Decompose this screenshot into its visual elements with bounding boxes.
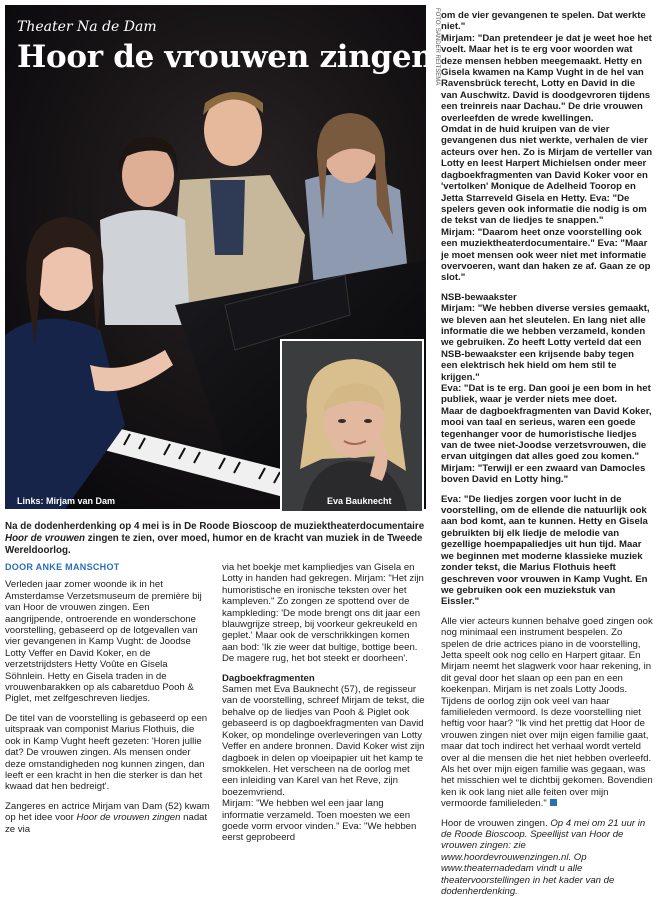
intro-text-before: Na de dodenherdenking op 4 mei is in De Roode Bioscoop de muziektheaterdocumentaire xyxy=(5,521,425,532)
headline: Hoor de vrouwen zingen xyxy=(17,39,434,75)
paragraph: om de vier gevangenen te spelen. Dat werkte niet." xyxy=(441,10,646,33)
photo-caption-inset: Eva Bauknecht xyxy=(327,496,392,506)
inset-photo xyxy=(280,339,424,513)
paragraph: Samen met Eva Bauknecht (57), de regisseur van de voorstelling, schreef Mirjam de tekst, die behalve op de liedjes van Pooh & Piglet ook gebaseerd is op dagboekfragmenten van David Koker, op mondelinge overleveringen van Lotty Veffer en andere bronnen. David Koker wist zijn dagboek in delen op vloeipapier uit het kamp te smokkelen. Het verscheen na de oorlog met een inleiding van Karel van het Reve, zijn boezemvriend. xyxy=(222,684,425,798)
end-mark-icon xyxy=(550,799,557,806)
intro xyxy=(5,521,425,556)
paragraph: De titel van de voorstelling is gebaseerd op een uitspraak van componist Marius Flothuis, die ook in Kamp Vught heeft gezeten: 'Horen jullie dat? De vrouwen zingen. Als mensen onder deze omstandigheden nog kunnen zingen, dan leeft er een kracht in hen die sterker is dan het kwaad dat hen bedreigt'. xyxy=(5,712,208,793)
paragraph: Mirjam: "We hebben wel een jaar lang informatie verzameld. Toen moesten we een goede vorm ervoor vinden." Eva: "We hebben eerst geprobeerd xyxy=(222,798,417,844)
paragraph: Mirjam: "We hebben diverse versies gemaakt, we bleven aan het sleutelen. En lang niet alle informatie die we hebben verzameld, konden we gebruiken. Zo heeft Lotty verteld dat een NSB-bewaakster een krijsende baby tegen een elektrisch hek hield om hem stil te krijgen." xyxy=(441,303,650,383)
subheading-dagboek: Dagboekfragmenten xyxy=(222,672,315,684)
paragraph-text: Alle vier acteurs kunnen behalve goed zingen ook nog minimaal een instrument bespelen. Zo spelen de drie actrices piano in de voorstelling, Jetta speelt ook nog cello en Harpert gitaar. En Mirjam neemt het slagwerk voor haar rekening, in dit geval door het slaan op een pan en een koekenpan. Mirjam is net zoals Lotty Joods. Tijdens de oorlog zijn ook veel van haar familieleden vermoord. Is deze voorstelling niet heftig voor haar? "Ik vind het prettig dat Hoor de vrouwen zingen niet over mijn eigen familie gaat, maar dat toch indirect het verhaal wordt verteld over al die mensen die het niet hebben overleefd. Als het over mijn eigen familie was gegaan, was het misschien wel te dichtbij gekomen. Bovendien ken ik ook lang niet alle feiten over mijn vermoorde familieleden." xyxy=(441,615,653,810)
info-box xyxy=(441,818,653,898)
inset-portrait-illustration xyxy=(282,341,422,511)
paragraph: Mirjam: "Daarom heet onze voorstelling ook een muziektheaterdocumentaire." Eva: "Maar je moet mensen ook weer niet met informatie overvoeren, want dan haken ze af. Gaan ze op slot." xyxy=(441,226,651,284)
paragraph: Verleden jaar zomer woonde ik in het Amsterdamse Verzetsmuseum de première bij van Hoor de vrouwen zingen. Een aangrijpende, ontroerende en wonderschone voorstelling, gebaseerd op de lotgevallen van vier gevangenen in Kamp Vught: de Joodse Lotty Veffer en David Koker, en de verzetstrijdsters Hetty Voûte en Gisela Söhnlein. Hetty en Gisela traden in de vrouwenbarakken op als cabaretduo Pooh & Piglet, met zelfgeschreven liedjes. xyxy=(5,579,202,705)
paragraph-text: Zangeres en actrice Mirjam van Dam (52) kwam op het idee voor xyxy=(5,800,210,824)
paragraph: Mirjam: "Dan pretendeer je dat je weet hoe het voelt. Maar het is te erg voor woorden wat deze mensen hebben meegemaakt. Hetty en Gisela kwamen na Kamp Vught in de hel van Ravensbrück terecht, Lotty en David in die van Auschwitz. David is doodgevroren tijdens een treinreis naar Dachau." De drie vrouwen overleefden de wrede kwellingen. xyxy=(441,32,652,124)
paragraph: Maar de dagboekfragmenten van David Koker, mooi van taal en serieus, waren een goede tegenhanger voor de humoristische liedjes van de twee niet-Joodse verzetsvrouwen, die ervan uitgingen dat alles goed zou komen." Mirjam: "Terwijl er een zwaard van Damocles boven David en Lotty hing." xyxy=(441,405,652,486)
article-column-right xyxy=(441,10,653,905)
paragraph: Eva: "Dat is te erg. Dan gooi je een bom in het publiek, waar je verder niets mee doet. xyxy=(441,383,651,406)
intro-text-after: zingen te zien, over moed, humor en de kracht van muziek in de Tweede Wereldoorlog. xyxy=(5,532,423,556)
paragraph xyxy=(441,616,653,810)
info-italic: Op 4 mei om 21 uur in de Roode Bioscoop. Speellijst van Hoor de vrouwen zingen: zie www.hoordevrouwenzingen.nl. Op www.theaternadedam vindt u alle theatervoorstellingen in het kader van de dodenherdenking. xyxy=(441,817,646,898)
paragraph: via het boekje met kampliedjes van Gisela en Lotty in handen had gekregen. Mirjam: "Het zijn humoristische en ironische teksten over het kampleven." Zo zongen ze spottend over de kampkleding: 'De mode brengt ons dit jaar een blauwgrijze streep, bij voorkeur gekreukeld en geplet.' Maar ook de verschrikkingen komen aan bod: 'Ik zie weer dat bultige, bottige been. De magere rug, het bot steekt er doorheen'. xyxy=(222,562,424,665)
article-column-a xyxy=(5,562,210,843)
photo-credit-text: FOTO: SANDER REITSEMA xyxy=(434,8,440,86)
hero-photo xyxy=(5,5,434,509)
info-plain: Hoor de vrouwen zingen. xyxy=(441,817,551,829)
intro-title: Hoor de vrouwen xyxy=(5,532,86,544)
byline: DOOR ANKE MANSCHOT xyxy=(5,562,120,572)
article-column-b xyxy=(222,562,426,852)
paragraph: Omdat in de huid kruipen van de vier gevangenen dus niet werkte, verhalen de vier acteurs over hen. Zo is Mirjam de verteller van Lotty en leest Harpert Michielsen onder meer dagboekfragmenten van David Koker voor en 'vertolken' Monique de Adelheid Toorop en Jetta Starreveld Gisela en Hetty. Eva: "De spelers geven ook informatie die nodig is om de tekst van de liedjes te snappen." xyxy=(441,124,653,227)
subheading-nsb: NSB-bewaakster xyxy=(441,291,517,303)
paragraph-text: nadat ze via xyxy=(5,812,208,835)
title-italic: Hoor de vrouwen zingen xyxy=(76,812,181,824)
paragraph xyxy=(5,801,210,835)
paragraph: Eva: "De liedjes zorgen voor lucht in de voorstelling, om de ellende die natuurlijk ook aan bod komt, aan te kunnen. Hetty en Gisela gebruikten bij elk liedje de melodie van gezellige hoempapaliedjes uit hun tijd. Maar we beginnen met moderne klassieke muziek zonder tekst, die Marius Flothuis heeft geschreven voor vrouwen in Kamp Vught. En we gebruiken ook een muziekstuk van Eissler." xyxy=(441,493,648,608)
kicker: Theater Na de Dam xyxy=(17,19,157,35)
photo-credit xyxy=(432,8,440,88)
photo-caption-left: Links: Mirjam van Dam xyxy=(17,496,116,506)
